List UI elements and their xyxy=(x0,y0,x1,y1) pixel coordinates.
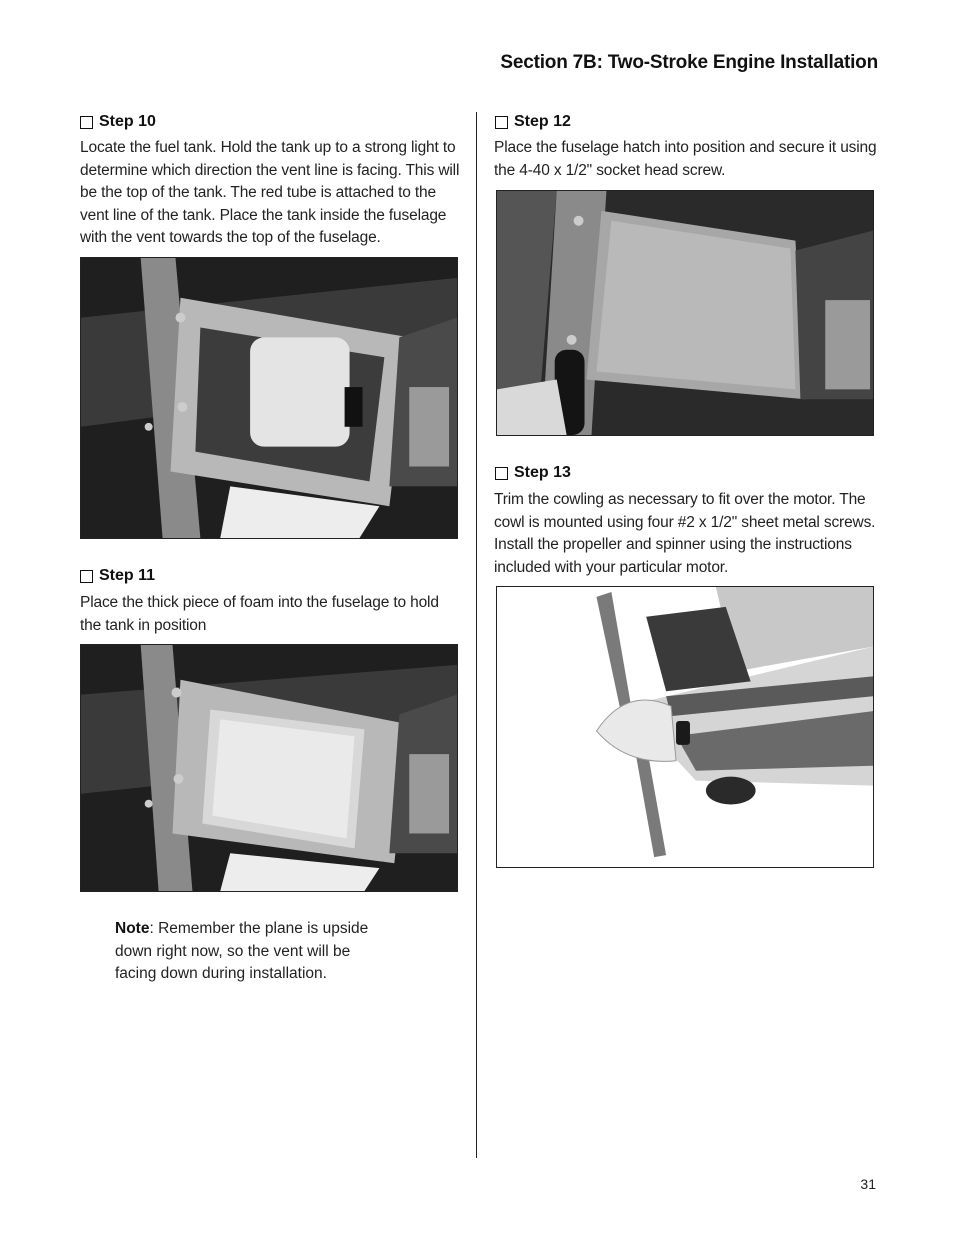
step-13-photo xyxy=(496,586,874,868)
step-11-text: Place the thick piece of foam into the fuselage to hold the tank in position xyxy=(80,594,439,634)
installation-note xyxy=(115,918,375,986)
step-12-heading xyxy=(495,113,571,131)
step-11-checkbox[interactable] xyxy=(80,570,93,583)
section-title: Section 7B: Two-Stroke Engine Installation xyxy=(500,52,878,73)
step-10-text: Locate the fuel tank. Hold the tank up to a strong light to determine which direction the vent line is facing. This will be the top of the tank. The red tube is attached to the vent line of the tank. Place the tank inside the fuselage with the vent towards the top of the fuselage. xyxy=(80,139,460,246)
step-10-label: Step 10 xyxy=(99,113,156,130)
step-10-checkbox[interactable] xyxy=(80,116,93,129)
page-number: 31 xyxy=(860,1176,876,1192)
step-11-photo xyxy=(80,644,458,892)
step-12-photo xyxy=(496,190,874,436)
step-12-checkbox[interactable] xyxy=(495,116,508,129)
note-text: : Remember the plane is upside down right now, so the vent will be facing down during installation. xyxy=(115,920,369,982)
note-label: Note xyxy=(115,920,150,937)
step-10-heading xyxy=(80,113,156,131)
step-12-text: Place the fuselage hatch into position and secure it using the 4-40 x 1/2" socket head screw. xyxy=(494,139,877,179)
step-13-heading xyxy=(495,464,571,482)
step-13-text: Trim the cowling as necessary to fit over the motor. The cowl is mounted using four #2 x 1/2" sheet metal screws. Install the propeller and spinner using the instructions included with your particular motor. xyxy=(494,491,876,576)
step-11-label: Step 11 xyxy=(99,567,156,584)
step-12-label: Step 12 xyxy=(514,113,571,130)
step-13-label: Step 13 xyxy=(514,464,571,481)
step-13-checkbox[interactable] xyxy=(495,467,508,480)
step-10-photo xyxy=(80,257,458,539)
column-divider xyxy=(476,112,477,1158)
step-11-heading xyxy=(80,567,155,585)
